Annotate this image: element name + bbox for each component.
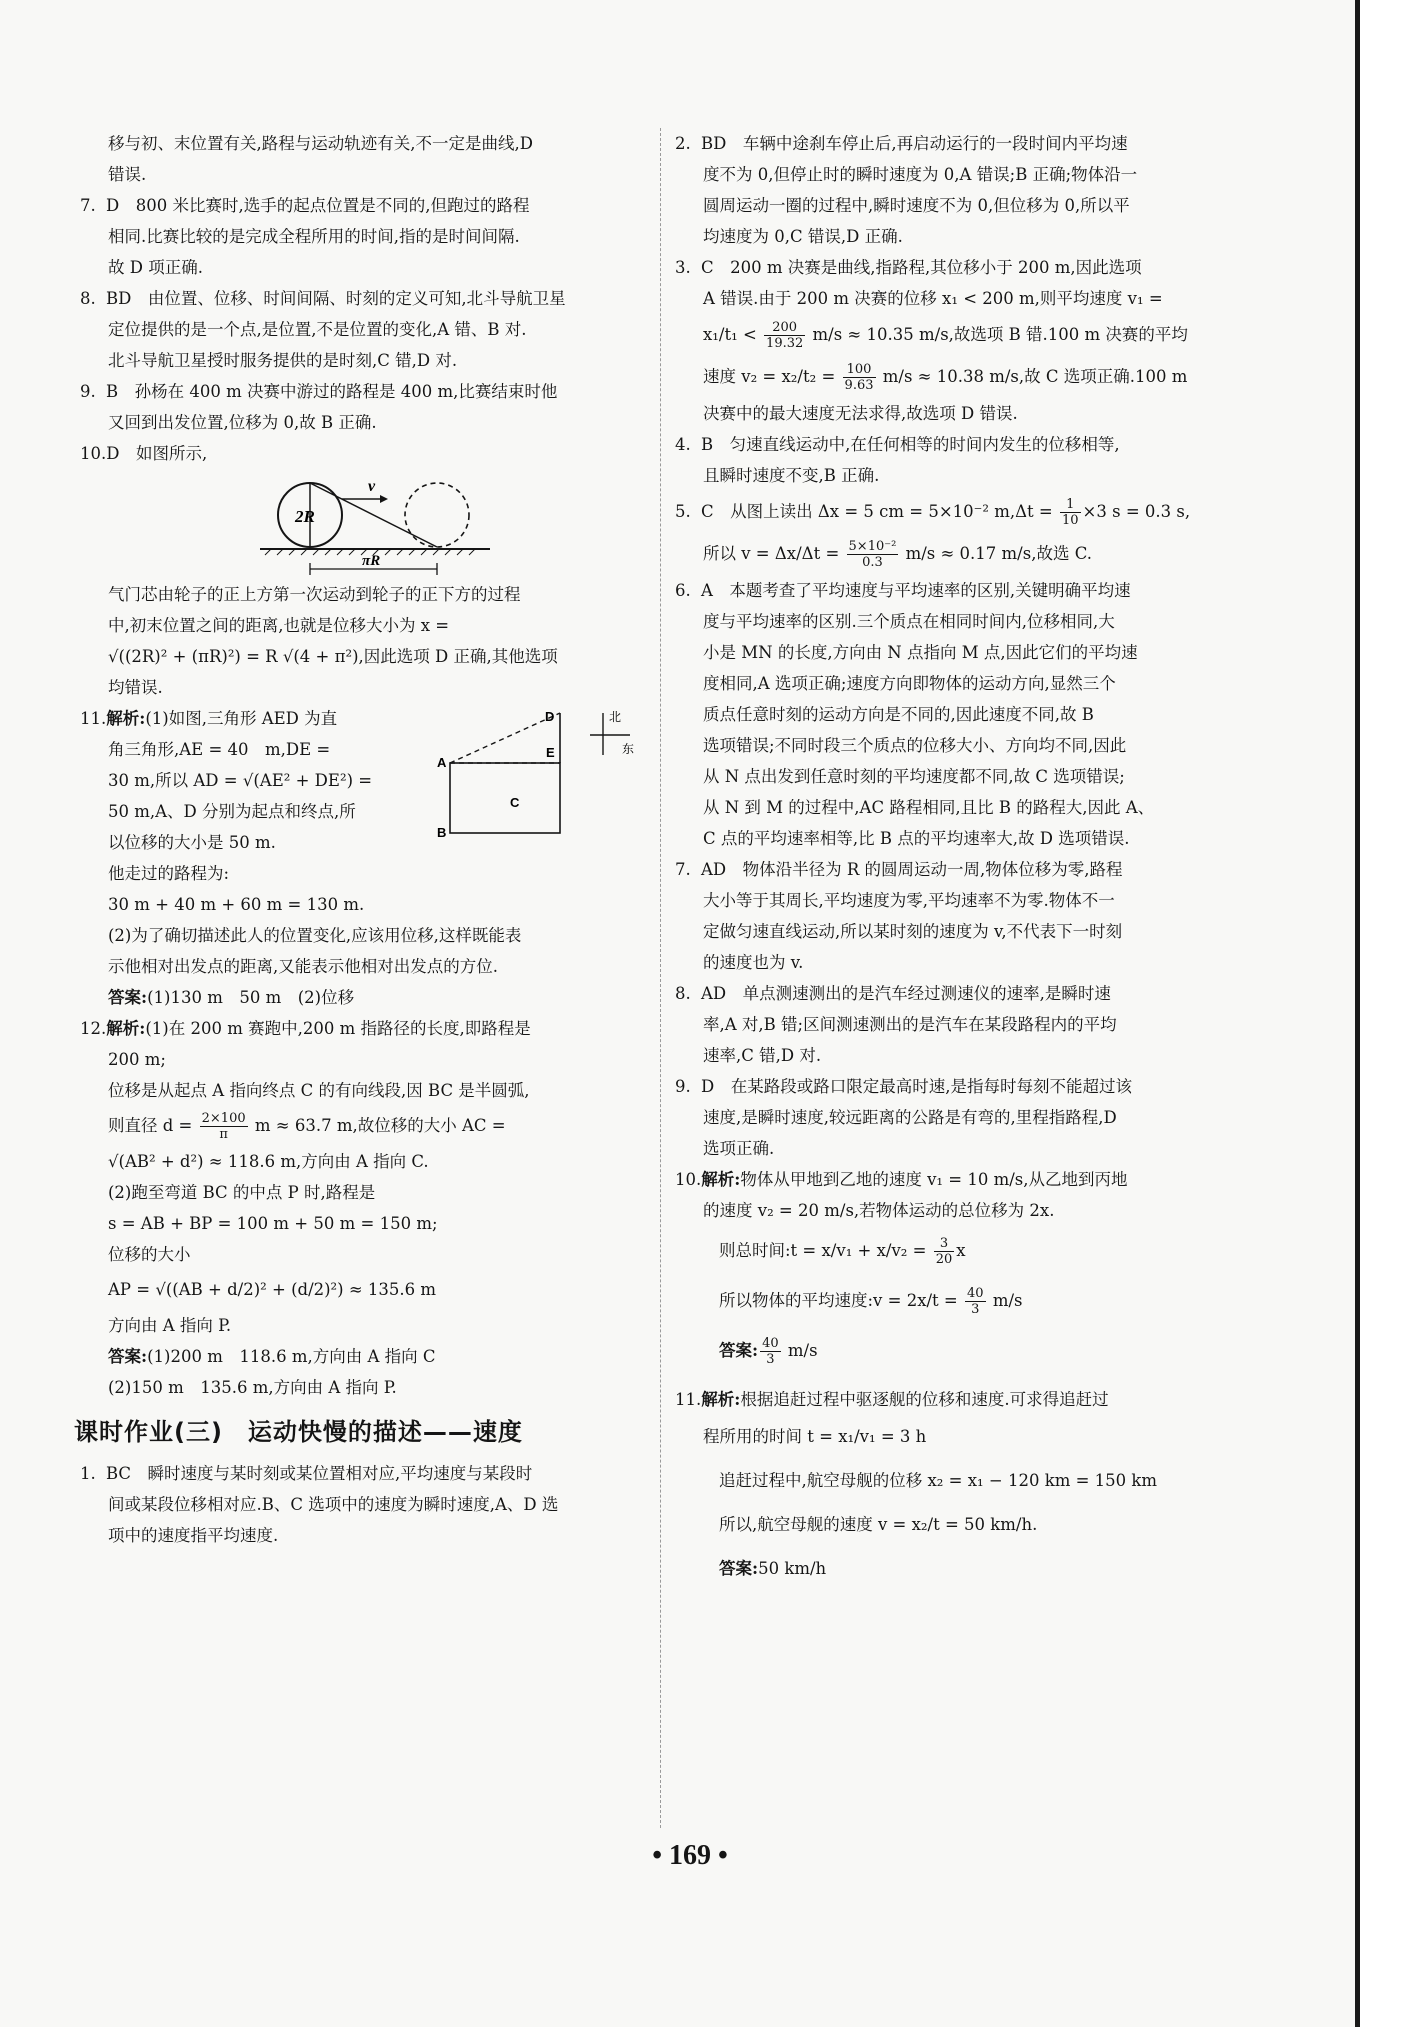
label-v: v (368, 478, 376, 495)
answer-10: 10.D 如图所示, (80, 444, 208, 463)
wheel-figure (80, 469, 640, 579)
answer-11-line: 50 m,A、D 分别为起点和终点,所 (108, 802, 356, 821)
answer-12-line: 方向由 A 指向 P. (108, 1316, 232, 1335)
answer-11-line: (2)为了确切描述此人的位置变化,应该用位移,这样既能表 (108, 926, 522, 945)
answer-2-line: 圆周运动一圈的过程中,瞬时速度不为 0,但位移为 0,所以平 (703, 196, 1130, 215)
answer-9-right: 9. D 在某路段或路口限定最高时速,是指每时每刻不能超过该 (675, 1077, 1132, 1096)
answer-6-line: 小是 MN 的长度,方向由 N 点指向 M 点,因此它们的平均速 (703, 643, 1138, 662)
answer-8-right-line: 速率,C 错,D 对. (703, 1046, 822, 1065)
answer-10-right-line: 则总时间:t = x/v₁ + x/v₂ = $\frac{3}{20}$ x (719, 1236, 966, 1267)
answer-12-line: 200 m; (108, 1050, 166, 1069)
answer-10-line: 均错误. (108, 678, 163, 697)
answer-11-line: 角三角形,AE = 40 m,DE = (108, 740, 331, 759)
answer-9-line: 又回到出发位置,位移为 0,故 B 正确. (108, 413, 377, 432)
label-C: C (510, 795, 520, 810)
continuation-line: 移与初、末位置有关,路程与运动轨迹有关,不一定是曲线,D (108, 134, 533, 153)
label-D: D (545, 709, 555, 724)
answer-11-line: 示他相对出发点的距离,又能表示他相对出发点的方位. (108, 957, 498, 976)
right-column (675, 128, 1230, 1591)
answer-12-line: 则直径 d = $\frac{2\times 100}{\pi}$ m ≈ 63.7 m,故位移的大小 AC = (108, 1111, 506, 1142)
answer-11-right-line: 追赶过程中,航空母舰的位移 x₂ = x₁ − 120 km = 150 km (719, 1471, 1158, 1490)
answer-8-right: 8. AD 单点测速测出的是汽车经过测速仪的速率,是瞬时速 (675, 984, 1111, 1003)
answer-11-right: 11.解析:根据追赶过程中驱逐舰的位移和速度.可求得追赶过 (675, 1390, 1109, 1409)
answer-8: 8. BD 由位置、位移、时间间隔、时刻的定义可知,北斗导航卫星 (80, 289, 566, 308)
continuation-line: 错误. (108, 165, 147, 184)
section-heading: 课时作业(三) 运动快慢的描述——速度 (74, 1418, 523, 1446)
answer-7-line: 故 D 项正确. (108, 258, 203, 277)
answer-12-line: √(AB² + d²) ≈ 118.6 m,方向由 A 指向 C. (108, 1152, 429, 1171)
fraction: $\frac{100}{9.63}$ (844, 362, 874, 393)
answer-3-line: 决赛中的最大速度无法求得,故选项 D 错误. (703, 404, 1018, 423)
page-number: • 169 • (652, 1840, 728, 1871)
label-B: B (437, 825, 447, 840)
answer-8-line: 定位提供的是一个点,是位置,不是位置的变化,A 错、B 对. (108, 320, 527, 339)
fraction: $\frac{3}{20}$ (935, 1236, 953, 1267)
answer-11-right-line: 所以,航空母舰的速度 v = x₂/t = 50 km/h. (719, 1515, 1038, 1534)
answer-11-line: 30 m + 40 m + 60 m = 130 m. (108, 895, 365, 914)
section-answer-1-line: 项中的速度指平均速度. (108, 1526, 279, 1545)
answer-11: 11.解析:(1)如图,三角形 AED 为直 (80, 709, 338, 728)
answer-10-right-answer: 答案: $\frac{40}{3}$ m/s (719, 1336, 818, 1367)
answer-7-line: 相同.比赛比较的是完成全程所用的时间,指的是时间间隔. (108, 227, 520, 246)
answer-6-line: 从 N 到 M 的过程中,AC 路程相同,且比 B 的路程大,因此 A、 (703, 798, 1155, 817)
answer-4-line: 且瞬时速度不变,B 正确. (703, 466, 880, 485)
answer-10-line: 中,初末位置之间的距离,也就是位移大小为 x = (108, 616, 450, 635)
label-2R: 2R (295, 507, 315, 526)
answer-12-answer: 答案:(1)200 m 118.6 m,方向由 A 指向 C (108, 1347, 436, 1366)
answer-4: 4. B 匀速直线运动中,在任何相等的时间内发生的位移相等, (675, 435, 1120, 454)
answer-3: 3. C 200 m 决赛是曲线,指路程,其位移小于 200 m,因此选项 (675, 258, 1142, 277)
answer-2: 2. BD 车辆中途刹车停止后,再启动运行的一段时间内平均速 (675, 134, 1128, 153)
answer-2-line: 度不为 0,但停止时的瞬时速度为 0,A 错误;B 正确;物体沿一 (703, 165, 1138, 184)
answer-8-line: 北斗导航卫星授时服务提供的是时刻,C 错,D 对. (108, 351, 458, 370)
answer-6-line: 从 N 点出发到任意时刻的平均速度都不同,故 C 选项错误; (703, 767, 1125, 786)
fraction: $\frac{1}{10}$ (1062, 497, 1079, 528)
section-answer-1-line: 间或某段位移相对应.B、C 选项中的速度为瞬时速度,A、D 选 (108, 1495, 559, 1514)
answer-3-line: x₁/t₁ < $\frac{200}{19.32}$ m/s ≈ 10.35 m/s,故选项 B 错.100 m 决赛的平均 (703, 320, 1188, 351)
answer-11-right-line: 程所用的时间 t = x₁/v₁ = 3 h (703, 1427, 927, 1446)
path-rectangle (450, 763, 560, 833)
fraction: $\frac{2\times 100}{\pi}$ (201, 1111, 246, 1142)
column-divider (660, 128, 661, 1828)
answer-10-right-line: 所以物体的平均速度:v = 2x/t = $\frac{40}{3}$ m/s (719, 1286, 1023, 1317)
answer-7: 7. D 800 米比赛时,选手的起点位置是不同的,但跑过的路程 (80, 196, 530, 215)
fraction: $\frac{40}{3}$ (762, 1336, 779, 1367)
answer-10-right: 10.解析:物体从甲地到乙地的速度 v₁ = 10 m/s,从乙地到丙地 (675, 1170, 1128, 1189)
answer-3-line: A 错误.由于 200 m 决赛的位移 x₁ < 200 m,则平均速度 v₁ = (703, 289, 1163, 308)
answer-6-line: 质点任意时刻的运动方向是不同的,因此速度不同,故 B (703, 705, 1094, 724)
answer-12-line: 位移是从起点 A 指向终点 C 的有向线段,因 BC 是半圆弧, (108, 1081, 530, 1100)
answer-11-block (80, 703, 640, 858)
answer-10-line: 气门芯由轮子的正上方第一次运动到轮子的正下方的过程 (108, 585, 521, 604)
answer-11-right-answer: 答案:50 km/h (719, 1559, 827, 1578)
answer-11-line: 以位移的大小是 50 m. (108, 833, 276, 852)
answer-10-line: √((2R)² + (πR)²) = R √(4 + π²),因此选项 D 正确,其他选项 (108, 647, 558, 666)
displacement-ad (450, 713, 560, 763)
answer-2-line: 均速度为 0,C 错误,D 正确. (703, 227, 903, 246)
answer-12-line: 位移的大小 (108, 1245, 191, 1264)
fraction: $\frac{\text{5×10⁻²}}{0.3}$ (848, 539, 897, 570)
answer-3-line: 速度 v₂ = x₂/t₂ = $\frac{100}{9.63}$ m/s ≈ 10.38 m/s,故 C 选项正确.100 m (703, 362, 1188, 393)
answer-9-right-line: 选项正确. (703, 1139, 775, 1158)
wheel-end-circle (405, 483, 469, 547)
label-E: E (546, 745, 555, 760)
velocity-arrowhead (380, 495, 388, 503)
answer-12-line: s = AB + BP = 100 m + 50 m = 150 m; (108, 1214, 438, 1233)
answer-5: 5. C 从图上读出 Δx = 5 cm = 5×10⁻² m,Δt = $\frac{1}{10}$ ×3 s = 0.3 s, (675, 497, 1191, 528)
answer-11-line: 30 m,所以 AD = √(AE² + DE²) = (108, 771, 373, 790)
label-piR: πR (362, 553, 381, 569)
answer-11-answer: 答案:(1)130 m 50 m (2)位移 (108, 988, 355, 1007)
answer-7-right: 7. AD 物体沿半径为 R 的圆周运动一周,物体位移为零,路程 (675, 860, 1123, 879)
label-A: A (437, 755, 447, 770)
answer-6: 6. A 本题考查了平均速度与平均速率的区别,关键明确平均速 (675, 581, 1131, 600)
answer-7-right-line: 的速度也为 v. (703, 953, 804, 972)
answer-11-line: 他走过的路程为: (108, 864, 230, 883)
section-answer-1: 1. BC 瞬时速度与某时刻或某位置相对应,平均速度与某段时 (80, 1464, 533, 1483)
answer-5-line: 所以 v = Δx/Δt = $\frac{\text{5×10⁻²}}{0.3}$ m/s ≈ 0.17 m/s,故选 C. (703, 539, 1092, 570)
answer-6-line: 选项错误;不同时段三个质点的位移大小、方向均不同,因此 (703, 736, 1127, 755)
page-margin (1360, 0, 1424, 2027)
answer-12-line: AP = √((AB + d/2)² + (d/2)²) ≈ 135.6 m (108, 1280, 437, 1299)
label-east: 东 (622, 742, 635, 756)
left-column (74, 128, 640, 1551)
label-north: 北 (609, 710, 622, 724)
answer-12: 12.解析:(1)在 200 m 赛跑中,200 m 指路径的长度,即路程是 (80, 1019, 531, 1038)
answer-9: 9. B 孙杨在 400 m 决赛中游过的路程是 400 m,比赛结束时他 (80, 382, 558, 401)
answer-7-right-line: 大小等于其周长,平均速度为零,平均速率不为零.物体不一 (703, 891, 1115, 910)
answer-6-line: 度相同,A 选项正确;速度方向即物体的运动方向,显然三个 (703, 674, 1116, 693)
answer-6-line: 度与平均速率的区别.三个质点在相同时间内,位移相同,大 (703, 612, 1115, 631)
fraction: $\frac{40}{3}$ (967, 1286, 984, 1317)
fraction: $\frac{200}{19.32}$ (766, 320, 804, 351)
answer-8-right-line: 率,A 对,B 错;区间测速测出的是汽车在某段路程内的平均 (703, 1015, 1117, 1034)
answer-12-line: (2)跑至弯道 BC 的中点 P 时,路程是 (108, 1183, 376, 1202)
path-figure (425, 703, 640, 843)
answer-6-line: C 点的平均速率相等,比 B 点的平均速率大,故 D 选项错误. (703, 829, 1130, 848)
answer-10-right-line: 的速度 v₂ = 20 m/s,若物体运动的总位移为 2x. (703, 1201, 1055, 1220)
answer-7-right-line: 定做匀速直线运动,所以某时刻的速度为 v,不代表下一时刻 (703, 922, 1123, 941)
answer-9-right-line: 速度,是瞬时速度,较远距离的公路是有弯的,里程指路程,D (703, 1108, 1117, 1127)
answer-12-answer: (2)150 m 135.6 m,方向由 A 指向 P. (108, 1378, 397, 1397)
